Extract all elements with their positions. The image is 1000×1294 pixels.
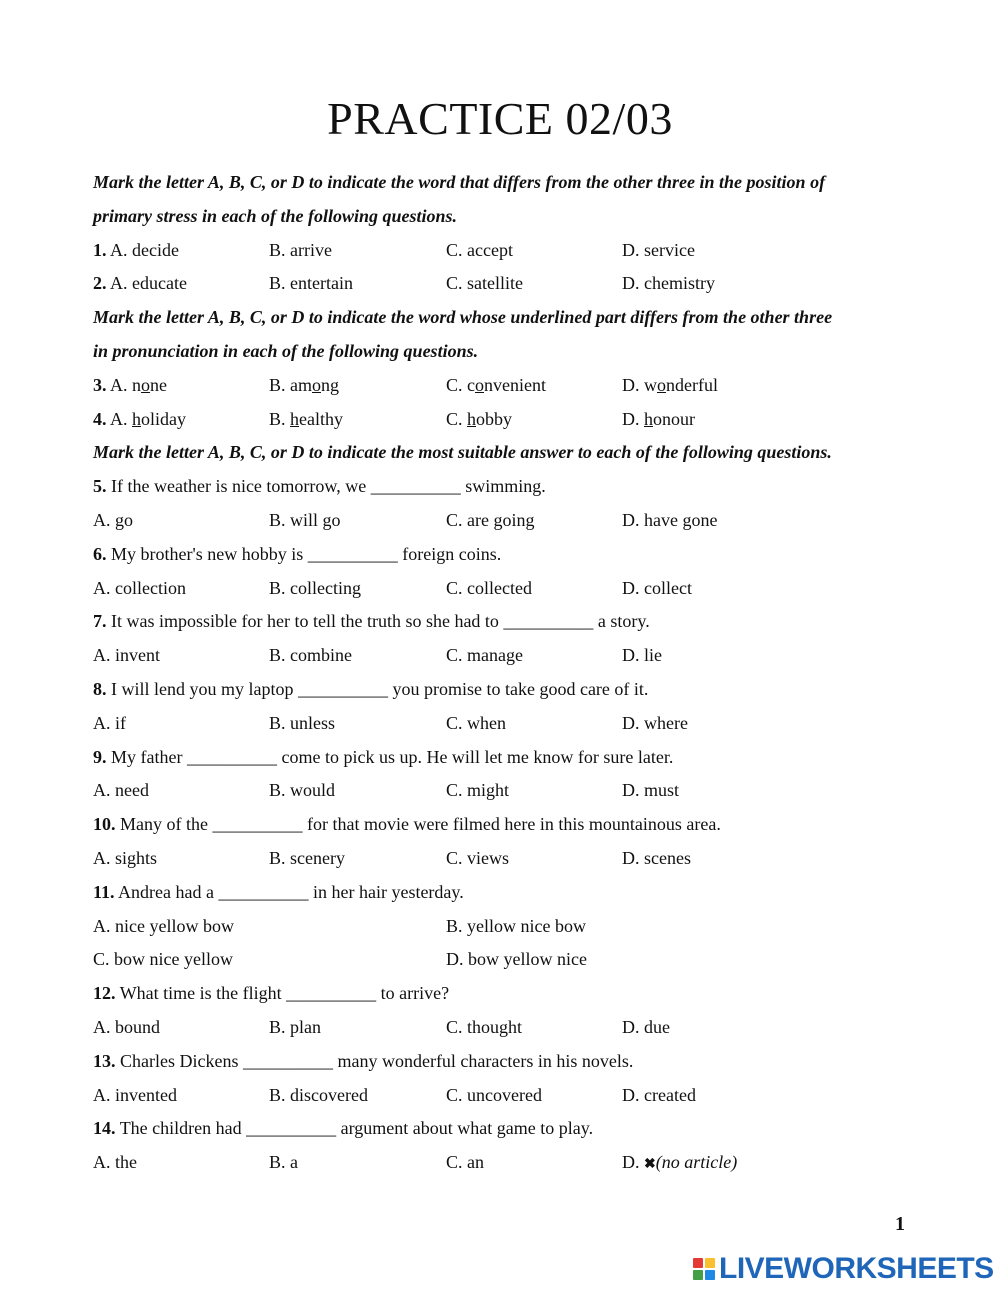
option-a[interactable]: A. none bbox=[110, 374, 168, 395]
option-c[interactable]: C. thought bbox=[446, 1016, 523, 1037]
option-c[interactable]: C. uncovered bbox=[446, 1084, 542, 1105]
option-a[interactable]: A. collection bbox=[93, 577, 186, 598]
question-11-stem: 11. Andrea had a __________ in her hair yesterday. bbox=[93, 881, 464, 902]
option-c[interactable]: C. convenient bbox=[446, 374, 546, 395]
option-a[interactable]: A. educate bbox=[110, 273, 187, 294]
option-a[interactable]: A. the bbox=[93, 1152, 137, 1173]
option-b[interactable]: B. arrive bbox=[269, 239, 332, 260]
option-c[interactable]: C. views bbox=[446, 847, 509, 868]
cross-icon: ✖ bbox=[644, 1157, 656, 1173]
option-d[interactable]: D. honour bbox=[622, 408, 695, 429]
option-c[interactable]: C. bow nice yellow bbox=[93, 949, 233, 970]
option-b[interactable]: B. will go bbox=[269, 509, 341, 530]
option-a[interactable]: A. invent bbox=[93, 645, 160, 666]
question-10-stem: 10. Many of the __________ for that movie were filmed here in this mountainous area. bbox=[93, 814, 721, 835]
question-4 bbox=[93, 403, 923, 437]
option-d[interactable]: D. wonderful bbox=[622, 374, 718, 395]
question-number: 2. bbox=[93, 273, 107, 294]
question-6-options bbox=[93, 572, 923, 606]
option-b[interactable]: B. plan bbox=[269, 1016, 321, 1037]
worksheet-body bbox=[93, 166, 923, 1180]
question-13-options bbox=[93, 1079, 923, 1113]
brand-name: LIVEWORKSHEETS bbox=[719, 1252, 994, 1285]
option-a[interactable]: A. bound bbox=[93, 1016, 160, 1037]
question-11-options-row-2 bbox=[93, 943, 923, 977]
question-10-options bbox=[93, 842, 923, 876]
question-2 bbox=[93, 267, 923, 301]
option-d[interactable]: D. service bbox=[622, 239, 695, 260]
question-9-stem: 9. My father __________ come to pick us up. He will let me know for sure later. bbox=[93, 746, 674, 767]
option-a[interactable]: A. need bbox=[93, 780, 149, 801]
option-d[interactable]: D. ✖(no article) bbox=[622, 1152, 738, 1173]
question-8-stem: 8. I will lend you my laptop __________ you promise to take good care of it. bbox=[93, 678, 649, 699]
option-d[interactable]: D. where bbox=[622, 712, 688, 733]
option-c[interactable]: C. might bbox=[446, 780, 510, 801]
instruction-stress-line-2: primary stress in each of the following questions. bbox=[93, 205, 458, 226]
page-title: PRACTICE 02/03 bbox=[327, 93, 673, 144]
option-a[interactable]: A. go bbox=[93, 509, 133, 530]
option-d[interactable]: D. bow yellow nice bbox=[446, 949, 587, 970]
question-9-options bbox=[93, 774, 923, 808]
question-number: 3. bbox=[93, 374, 107, 395]
question-number: 1. bbox=[93, 239, 107, 260]
option-b[interactable]: B. scenery bbox=[269, 847, 345, 868]
question-1 bbox=[93, 234, 923, 268]
option-b[interactable]: B. yellow nice bow bbox=[446, 915, 586, 936]
question-12-options bbox=[93, 1011, 923, 1045]
option-a[interactable]: A. decide bbox=[110, 239, 179, 260]
option-a[interactable]: A. nice yellow bow bbox=[93, 915, 234, 936]
question-7-stem: 7. It was impossible for her to tell the truth so she had to __________ a story. bbox=[93, 611, 650, 632]
option-b[interactable]: B. entertain bbox=[269, 273, 353, 294]
option-a[interactable]: A. holiday bbox=[110, 408, 187, 429]
option-b[interactable]: B. would bbox=[269, 780, 336, 801]
option-c[interactable]: C. accept bbox=[446, 239, 513, 260]
option-a[interactable]: A. sights bbox=[93, 847, 158, 868]
option-d[interactable]: D. created bbox=[622, 1084, 696, 1105]
instruction-pronunciation-line-2: in pronunciation in each of the following questions. bbox=[93, 340, 479, 361]
option-d[interactable]: D. chemistry bbox=[622, 273, 715, 294]
option-d[interactable]: D. due bbox=[622, 1016, 670, 1037]
option-c[interactable]: C. hobby bbox=[446, 408, 513, 429]
option-b[interactable]: B. collecting bbox=[269, 577, 361, 598]
option-d[interactable]: D. collect bbox=[622, 577, 692, 598]
option-d[interactable]: D. must bbox=[622, 780, 680, 801]
question-8-options bbox=[93, 707, 923, 741]
option-c[interactable]: C. an bbox=[446, 1152, 484, 1173]
question-3 bbox=[93, 369, 923, 403]
option-b[interactable]: B. discovered bbox=[269, 1084, 368, 1105]
option-c[interactable]: C. satellite bbox=[446, 273, 523, 294]
option-c[interactable]: C. collected bbox=[446, 577, 532, 598]
question-12-stem: 12. What time is the flight __________ to arrive? bbox=[93, 983, 450, 1004]
option-d[interactable]: D. scenes bbox=[622, 847, 691, 868]
option-b[interactable]: B. a bbox=[269, 1152, 298, 1173]
question-11-options-row-1 bbox=[93, 910, 923, 944]
question-number: 4. bbox=[93, 408, 107, 429]
option-d[interactable]: D. lie bbox=[622, 645, 662, 666]
option-b[interactable]: B. unless bbox=[269, 712, 336, 733]
instruction-stress-line-1: Mark the letter A, B, C, or D to indicate the word that differs from the other three in the position of bbox=[93, 172, 826, 192]
liveworksheets-logo-icon bbox=[693, 1258, 715, 1280]
option-c[interactable]: C. are going bbox=[446, 509, 535, 530]
question-6-stem: 6. My brother's new hobby is __________ foreign coins. bbox=[93, 543, 502, 564]
instruction-suitable-answer: Mark the letter A, B, C, or D to indicate the most suitable answer to each of the following questions. bbox=[93, 442, 832, 463]
option-c[interactable]: C. manage bbox=[446, 645, 523, 666]
question-5-stem: 5. If the weather is nice tomorrow, we __________ swimming. bbox=[93, 476, 546, 497]
question-5-options bbox=[93, 504, 923, 538]
option-b[interactable]: B. combine bbox=[269, 645, 352, 666]
question-14-stem: 14. The children had __________ argument about what game to play. bbox=[93, 1118, 594, 1139]
option-d[interactable]: D. have gone bbox=[622, 509, 718, 530]
option-c[interactable]: C. when bbox=[446, 712, 506, 733]
option-b[interactable]: B. healthy bbox=[269, 408, 343, 429]
option-a[interactable]: A. invented bbox=[93, 1084, 177, 1105]
option-b[interactable]: B. among bbox=[269, 374, 339, 395]
option-a[interactable]: A. if bbox=[93, 712, 126, 733]
instruction-pronunciation-line-1: Mark the letter A, B, C, or D to indicate the word whose underlined part differs from the other three bbox=[93, 307, 833, 328]
question-14-options bbox=[93, 1146, 923, 1180]
question-13-stem: 13. Charles Dickens __________ many wonderful characters in his novels. bbox=[93, 1050, 634, 1071]
liveworksheets-brand[interactable] bbox=[693, 1252, 994, 1286]
question-7-options bbox=[93, 639, 923, 673]
page-number: 1 bbox=[895, 1213, 905, 1235]
